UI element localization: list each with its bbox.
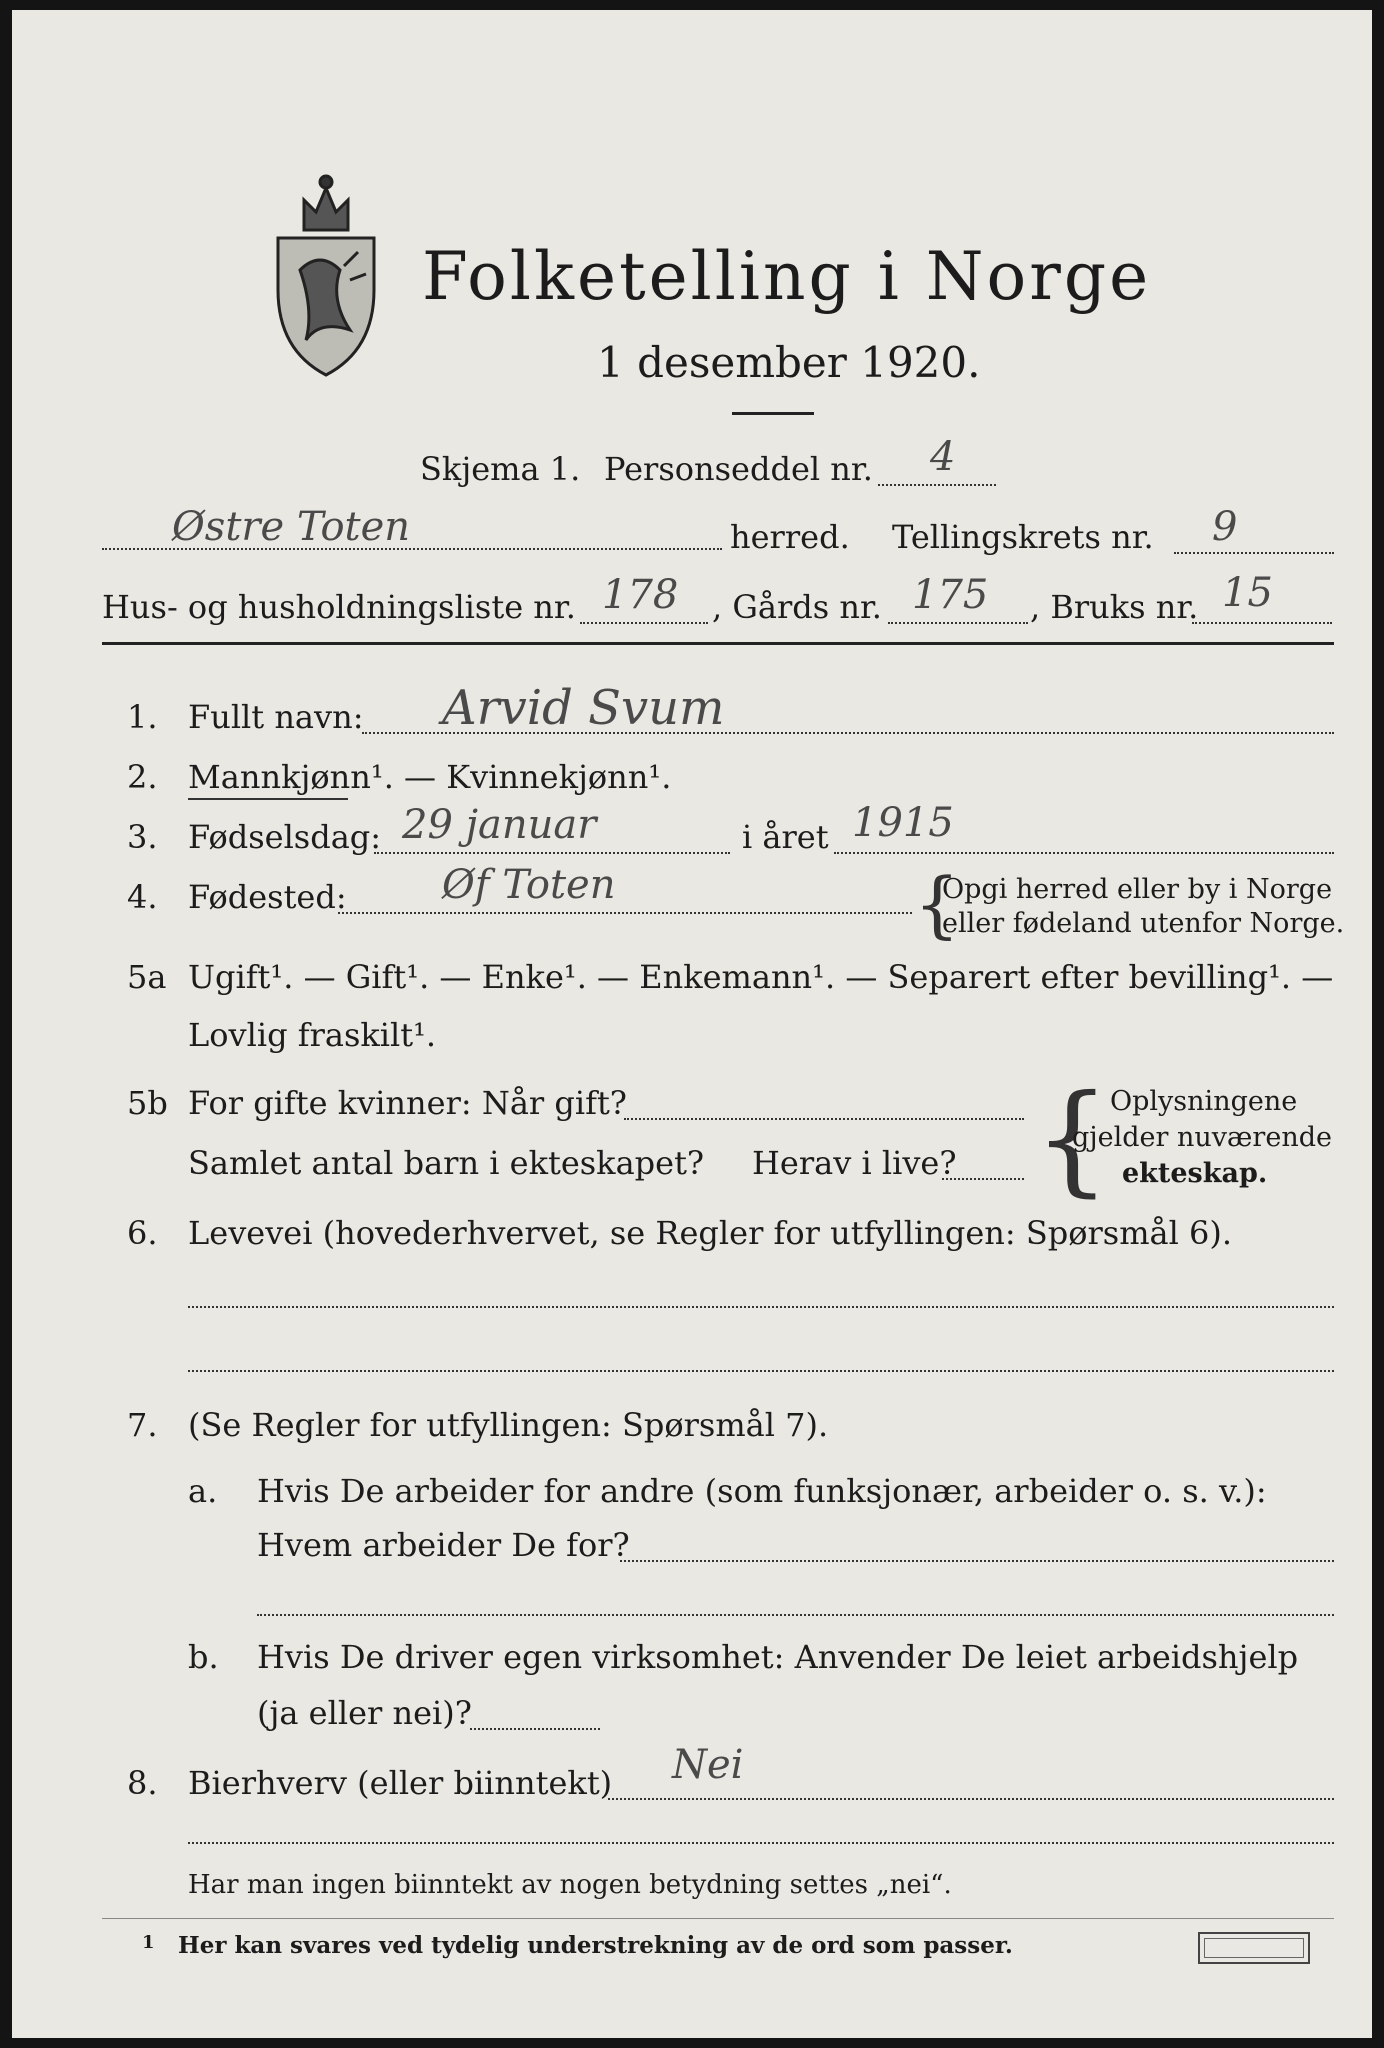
q2-label: Mannkjønn¹. — Kvinnekjønn¹.: [188, 758, 672, 796]
q4-brace: {: [914, 862, 960, 946]
personseddel-dotline: [878, 484, 996, 486]
gards-dotline: [888, 622, 1028, 624]
q3-year-label: i året: [742, 818, 829, 856]
q7b-number: b.: [188, 1638, 219, 1676]
q8-value: Nei: [672, 1742, 744, 1788]
q3-label: Fødselsdag:: [188, 818, 382, 856]
q4-number: 4.: [127, 878, 158, 916]
personseddel-label: Personseddel nr.: [604, 450, 873, 488]
form-date: 1 desember 1920.: [597, 338, 981, 387]
tellingskrets-label: Tellingskrets nr.: [892, 518, 1154, 556]
q7a-number: a.: [188, 1472, 218, 1510]
q5b-note-line3: ekteskap.: [1122, 1158, 1268, 1189]
q1-label: Fullt navn:: [188, 698, 364, 736]
q5b-note-line1: Oplysningene: [1110, 1086, 1298, 1117]
printer-stamp-icon: [1198, 1932, 1310, 1964]
q8-label: Bierhverv (eller biinntekt): [188, 1764, 613, 1802]
q5b-label: For gifte kvinner: Når gift?: [188, 1084, 627, 1122]
q7b-label-line2: (ja eller nei)?: [257, 1694, 472, 1732]
q7b-dotline: [470, 1728, 600, 1730]
tellingskrets-dotline: [1174, 552, 1334, 554]
gards-value: 175: [912, 572, 989, 618]
q5a-label: Ugift¹. — Gift¹. — Enke¹. — Enkemann¹. — Separert efter bevilling¹. —: [188, 958, 1334, 996]
q5a-number: 5a: [127, 958, 167, 996]
q3-year-value: 1915: [852, 800, 954, 846]
q4-note-line2: eller fødeland utenfor Norge.: [942, 908, 1345, 939]
gards-label: , Gårds nr.: [712, 588, 882, 626]
hus-dotline: [580, 622, 708, 624]
herred-label: herred.: [730, 518, 850, 556]
header-separator: [102, 642, 1334, 645]
form-title: Folketelling i Norge: [422, 238, 1152, 315]
q8-number: 8.: [127, 1764, 158, 1802]
q5b-number: 5b: [127, 1084, 168, 1122]
q4-dotline: [338, 912, 912, 914]
footnote-text: Her kan svares ved tydelig understrekning av de ord som passer.: [178, 1932, 1013, 1959]
personseddel-value: 4: [930, 434, 956, 480]
q7a-label-line2: Hvem arbeider De for?: [257, 1526, 630, 1564]
coat-of-arms-icon: [270, 170, 382, 380]
q6-dotline2: [188, 1370, 1334, 1372]
bruks-dotline: [1192, 622, 1332, 624]
q3-dotline: [374, 852, 730, 854]
herred-value: Østre Toten: [172, 504, 411, 550]
q7-label: (Se Regler for utfyllingen: Spørsmål 7).: [188, 1406, 829, 1444]
q2-underline-mannkjonn: [188, 798, 348, 800]
q2-number: 2.: [127, 758, 158, 796]
q5b-note-line2: gjelder nuværende: [1072, 1122, 1332, 1153]
q7a-label: Hvis De arbeider for andre (som funksjonær, arbeider o. s. v.):: [257, 1472, 1267, 1510]
q1-number: 1.: [127, 698, 158, 736]
q5b-dotline1: [624, 1118, 1024, 1120]
q7a-dotline2: [257, 1614, 1334, 1616]
footnote-separator: [102, 1918, 1334, 1919]
q5b-label-line3: Herav i live?: [752, 1144, 957, 1182]
q8-dotline: [608, 1798, 1334, 1800]
q5a-label-line2: Lovlig fraskilt¹.: [188, 1016, 437, 1054]
q4-label: Fødested:: [188, 878, 347, 916]
q5b-brace: {: [1034, 1070, 1111, 1209]
q6-label: Levevei (hovederhvervet, se Regler for utfyllingen: Spørsmål 6).: [188, 1214, 1233, 1252]
q5b-dotline2: [942, 1178, 1024, 1180]
bruks-label: , Bruks nr.: [1030, 588, 1199, 626]
q7a-dotline1: [620, 1560, 1334, 1562]
q4-value: Øf Toten: [442, 862, 616, 908]
q7-number: 7.: [127, 1406, 158, 1444]
q7b-label: Hvis De driver egen virksomhet: Anvender De leiet arbeidshjelp: [257, 1638, 1299, 1676]
q3-number: 3.: [127, 818, 158, 856]
q3-value: 29 januar: [402, 802, 597, 848]
q4-note-line1: Opgi herred eller by i Norge: [942, 874, 1333, 905]
q3-year-dotline: [834, 852, 1334, 854]
q8-dotline2: [188, 1842, 1334, 1844]
skjema-label: Skjema 1.: [420, 450, 581, 488]
q5b-label-line2: Samlet antal barn i ekteskapet?: [188, 1144, 705, 1182]
hus-label: Hus- og husholdningsliste nr.: [102, 588, 576, 626]
title-divider: [732, 412, 814, 415]
census-form-sheet: [12, 10, 1372, 2038]
hus-value: 178: [602, 572, 679, 618]
bruks-value: 15: [1222, 570, 1273, 616]
note-text: Har man ingen biinntekt av nogen betydning settes „nei“.: [188, 1870, 952, 1900]
footnote-mark: 1: [142, 1932, 155, 1953]
tellingskrets-value: 9: [1212, 504, 1238, 550]
q6-number: 6.: [127, 1214, 158, 1252]
q6-dotline1: [188, 1306, 1334, 1308]
q1-value: Arvid Svum: [442, 680, 725, 736]
